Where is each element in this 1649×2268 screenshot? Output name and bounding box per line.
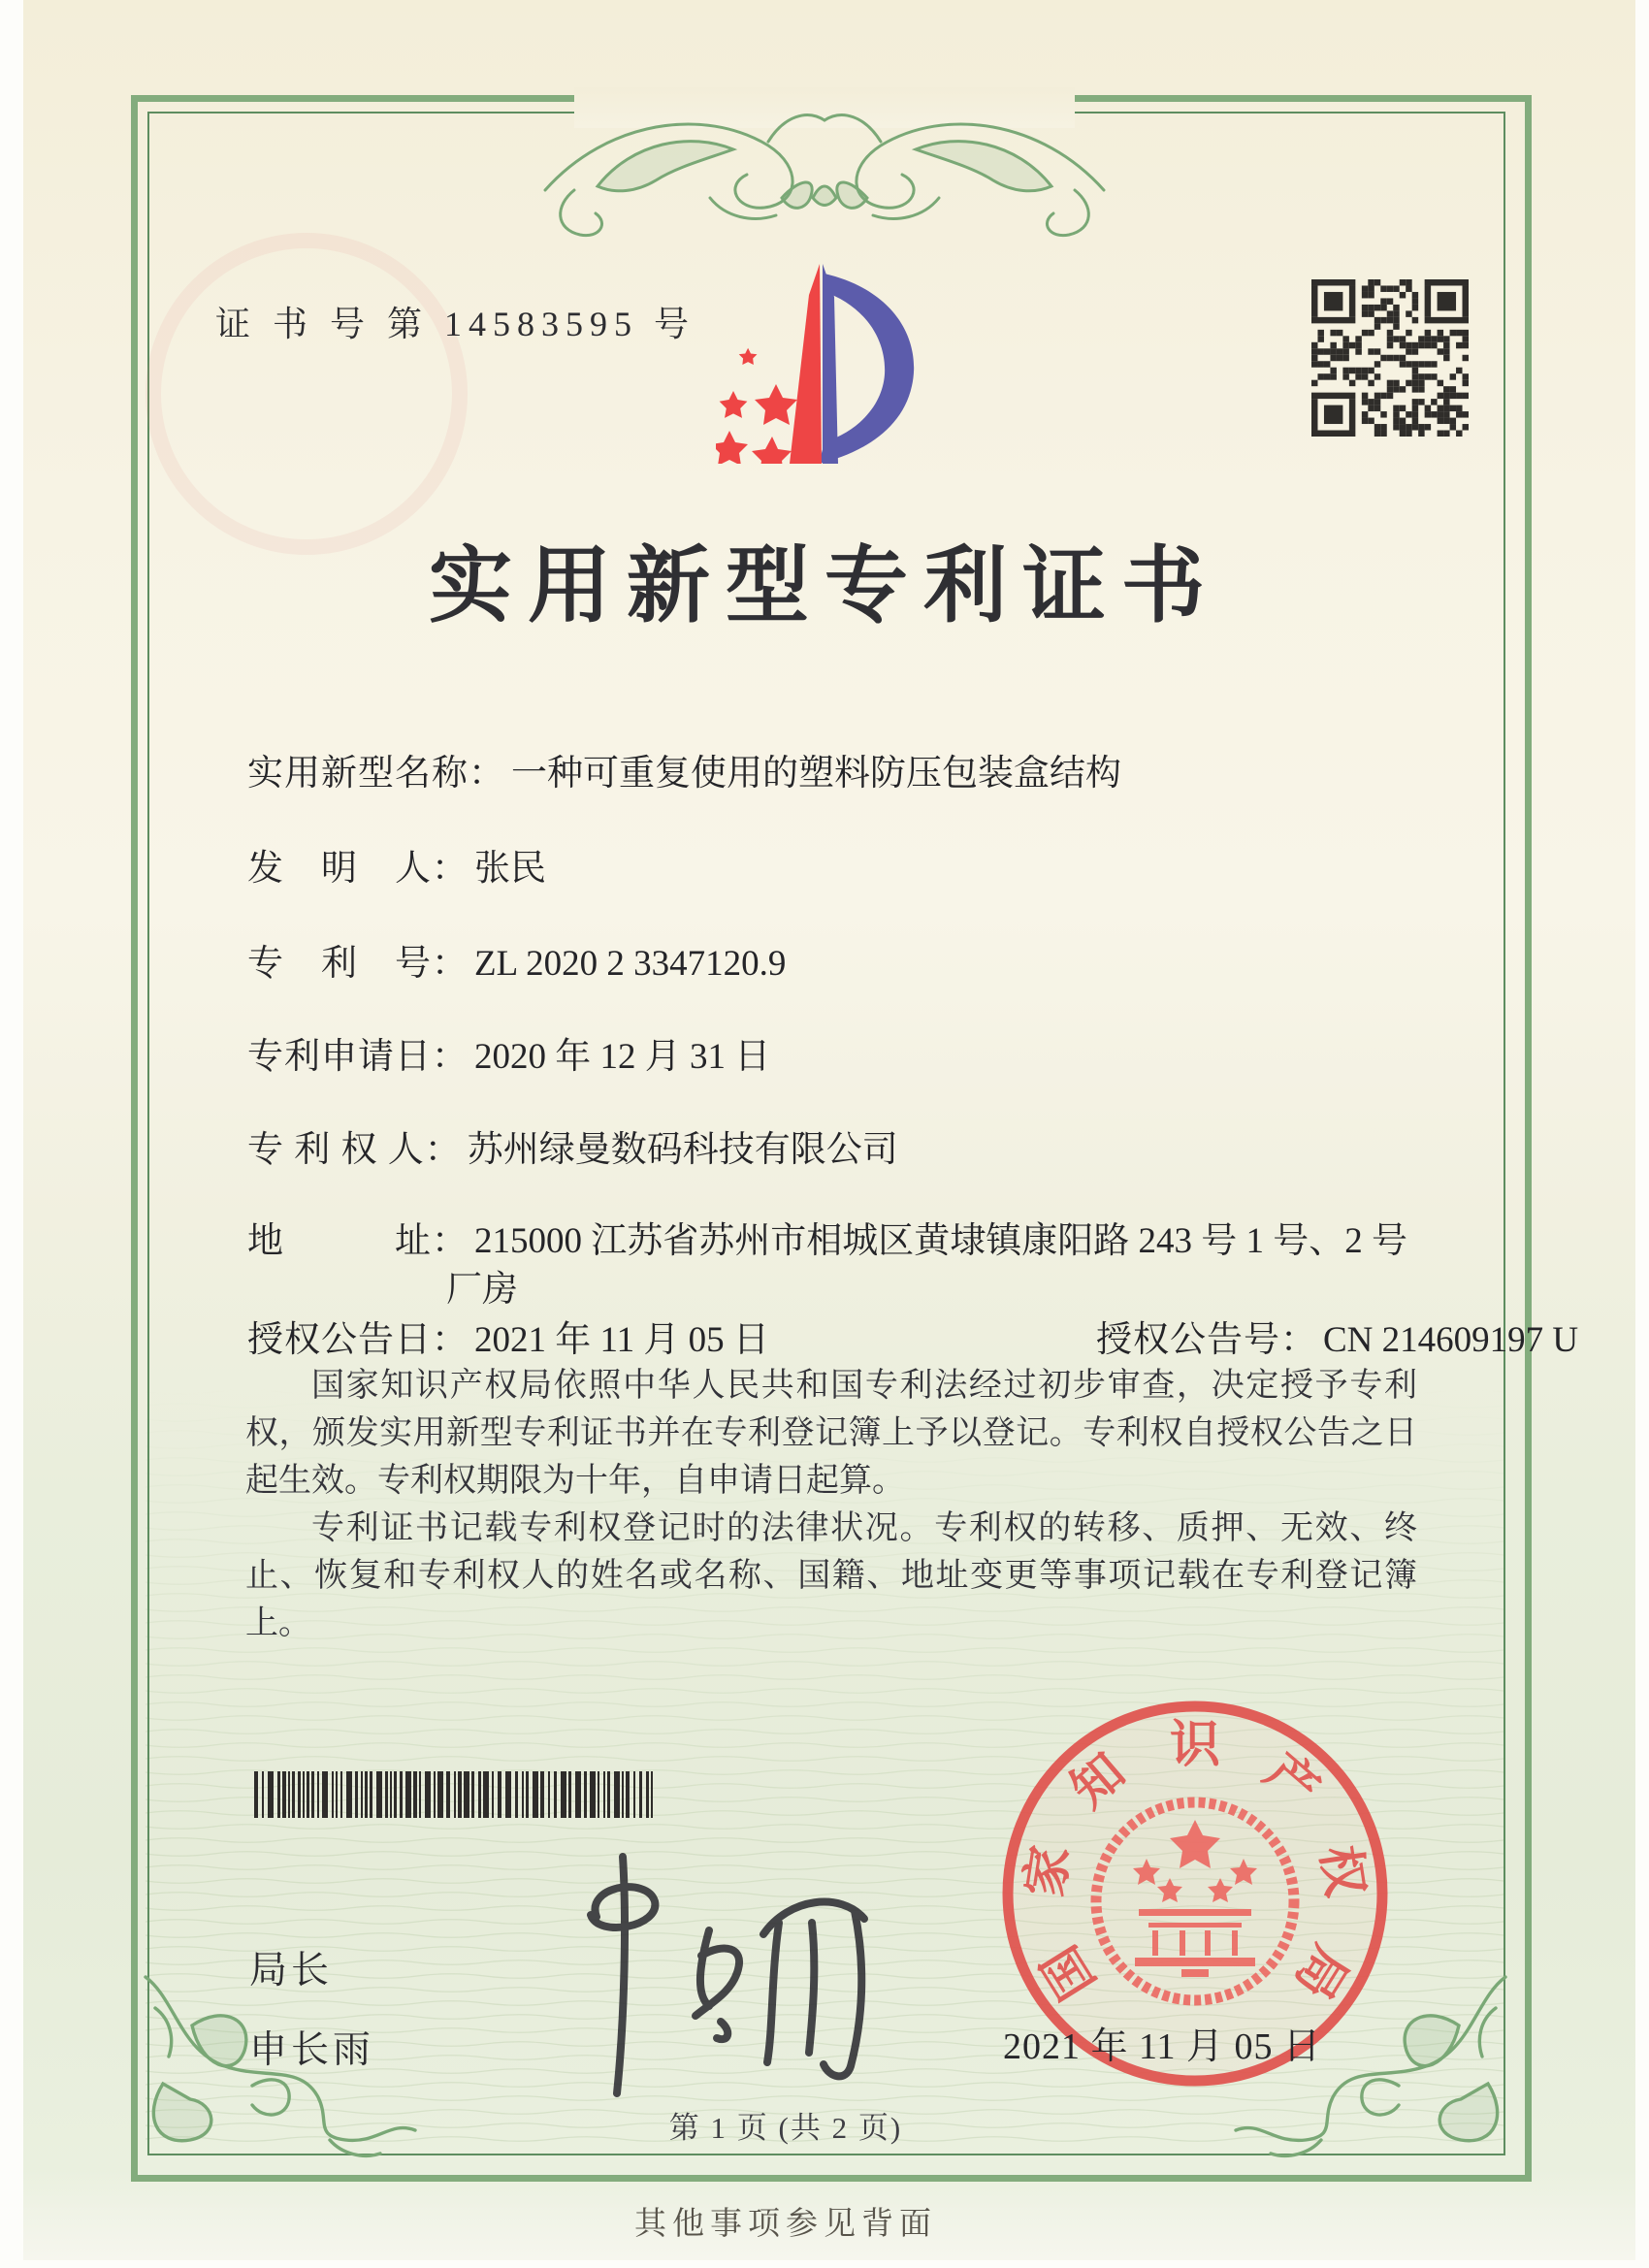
field-value: 2021 年 11 月 05 日: [474, 1320, 769, 1360]
field-patent-number: [247, 933, 786, 986]
paragraph-grant: 国家知识产权局依照中华人民共和国专利法经过初步审查，决定授予专利权，颁发实用新型专利证书并在专利登记簿上予以登记。专利权自授权公告之日起生效。专利权期限为十年，自申请日起算。: [245, 1368, 1417, 1499]
barcode-bar: [413, 1771, 417, 1818]
barcode-bar: [478, 1771, 481, 1818]
official-red-seal: [982, 1678, 1408, 2110]
barcode-bar: [434, 1771, 436, 1818]
barcode-bar: [540, 1771, 544, 1818]
field-label: 专 利 号：: [247, 944, 469, 984]
field-inventor: [247, 838, 546, 891]
barcode-bar: [405, 1771, 411, 1818]
barcode-bar: [548, 1771, 550, 1818]
page-title: 实用新型专利证书: [429, 539, 1220, 632]
barcode-bar: [603, 1771, 605, 1818]
barcode-bar: [607, 1771, 610, 1818]
barcode-bar: [292, 1771, 295, 1818]
field-address: [247, 1211, 1407, 1263]
barcode-bar: [437, 1771, 443, 1818]
field-grant-row: [247, 1310, 1579, 1362]
field-patentee: [247, 1119, 898, 1172]
barcode-bar: [361, 1771, 363, 1818]
barcode-bar: [533, 1771, 538, 1818]
field-label: 专 利 权 人：: [247, 1130, 462, 1170]
barcode-bar: [282, 1771, 286, 1818]
field-label: 授权公告日：: [247, 1320, 469, 1360]
barcode-bar: [471, 1771, 474, 1818]
seal-ring-char: 家: [1018, 1842, 1081, 1901]
barcode-bar: [419, 1771, 421, 1818]
field-grant-number: [1096, 1310, 1578, 1362]
barcode-bar: [633, 1771, 635, 1818]
barcode-bar: [498, 1771, 501, 1818]
qr-code: [1311, 279, 1469, 441]
barcode-bar: [526, 1771, 529, 1818]
barcode-bar: [568, 1771, 571, 1818]
barcode-bar: [590, 1771, 596, 1818]
seal-ring-char: 识: [1169, 1717, 1221, 1773]
legal-paragraphs: [245, 1362, 1417, 1647]
barcode-bar: [332, 1771, 334, 1818]
barcode-bar: [598, 1771, 599, 1818]
barcode-bar: [646, 1771, 649, 1818]
field-value: 一种可重复使用的塑料防压包装盒结构: [511, 754, 1121, 794]
barcode-bar: [464, 1771, 469, 1818]
field-value: 2020 年 12 月 31 日: [474, 1037, 771, 1077]
barcode-bar: [336, 1771, 338, 1818]
field-filing-date: [247, 1026, 770, 1079]
barcode-bar: [584, 1771, 587, 1818]
barcode-bar: [298, 1771, 301, 1818]
barcode-bar: [622, 1771, 624, 1818]
paragraph-register: 专利证书记载专利权登记时的法律状况。专利权的转移、质押、无效、终止、恢复和专利权人的姓名或名称、国籍、地址变更等事项记载在专利登记簿上。: [245, 1510, 1417, 1641]
signer-title: 局长: [249, 1950, 334, 1992]
barcode: [254, 1771, 660, 1818]
barcode-bar: [268, 1771, 274, 1818]
seal-ring-char: 权: [1310, 1842, 1373, 1901]
barcode-bar: [370, 1771, 372, 1818]
barcode-bar: [515, 1771, 518, 1818]
top-border-gap: [574, 87, 1075, 128]
page-number-note: 第 1 页 (共 2 页): [668, 2111, 903, 2145]
seal-ring-char: 局: [1283, 1935, 1358, 2009]
barcode-bar: [614, 1771, 620, 1818]
seal-date: 2021 年 11 月 05 日: [1002, 2026, 1322, 2067]
field-label: 授权公告号：: [1096, 1320, 1317, 1360]
barcode-bar: [505, 1771, 511, 1818]
barcode-bar: [575, 1771, 581, 1818]
barcode-bar: [277, 1771, 280, 1818]
barcode-bar: [385, 1771, 388, 1818]
barcode-bar: [394, 1771, 397, 1818]
barcode-bar: [376, 1771, 382, 1818]
field-label: 发 明 人：: [247, 849, 469, 889]
barcode-bar: [522, 1771, 524, 1818]
field-value: ZL 2020 2 3347120.9: [474, 944, 787, 984]
field-value: CN 214609197 U: [1323, 1320, 1579, 1360]
barcode-bar: [303, 1771, 305, 1818]
certificate-number: 证 书 号 第 14583595 号: [215, 305, 696, 343]
field-label: 实用新型名称：: [247, 754, 505, 794]
barcode-bar: [454, 1771, 456, 1818]
barcode-bar: [311, 1771, 314, 1818]
barcode-bar: [425, 1771, 431, 1818]
barcode-bar: [355, 1771, 358, 1818]
signer-name: 申长雨: [249, 2029, 375, 2071]
barcode-bar: [346, 1771, 352, 1818]
field-value: 张民: [474, 849, 546, 889]
barcode-bar: [322, 1771, 328, 1818]
barcode-bar: [340, 1771, 342, 1818]
seal-ring-char: 国: [1032, 1935, 1107, 2009]
faint-stamp-ghost: [146, 233, 468, 555]
barcode-bar: [651, 1771, 653, 1818]
barcode-bar: [317, 1771, 319, 1818]
barcode-bar: [288, 1771, 290, 1818]
barcode-bar: [458, 1771, 462, 1818]
handwritten-signature: [529, 1841, 878, 2110]
field-label: 地 址：: [247, 1221, 469, 1261]
barcode-bar: [262, 1771, 264, 1818]
barcode-bar: [400, 1771, 403, 1818]
seal-ring-char: 知: [1061, 1743, 1136, 1819]
field-value: 苏州绿曼数码科技有限公司: [467, 1130, 898, 1170]
barcode-bar: [483, 1771, 489, 1818]
back-side-note: 其他事项参见背面: [634, 2207, 937, 2242]
barcode-bar: [626, 1771, 630, 1818]
barcode-bar: [561, 1771, 566, 1818]
seal-ring-char: 产: [1254, 1743, 1329, 1819]
field-label: 专利申请日：: [247, 1037, 469, 1077]
barcode-bar: [390, 1771, 392, 1818]
barcode-bar: [492, 1771, 494, 1818]
field-address-line2: 厂房: [446, 1270, 518, 1310]
field-value: 215000 江苏省苏州市相城区黄埭镇康阳路 243 号 1 号、2 号: [474, 1221, 1407, 1261]
barcode-bar: [639, 1771, 642, 1818]
barcode-bar: [554, 1771, 557, 1818]
barcode-bar: [446, 1771, 450, 1818]
barcode-bar: [254, 1771, 258, 1818]
barcode-bar: [307, 1771, 309, 1818]
barcode-bar: [365, 1771, 368, 1818]
field-utility-model-name: [247, 743, 1121, 795]
